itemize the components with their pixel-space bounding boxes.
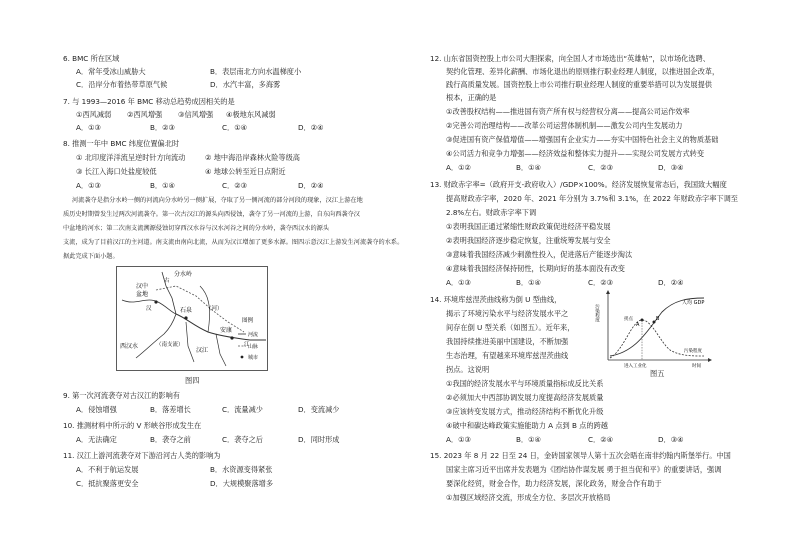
turning-point-label: 拐点 [624,317,633,322]
q12-option-d: D．③④ [658,163,684,172]
q7-option-a: A．①③ [76,123,101,132]
q7-option-c: C．①④ [222,123,248,132]
q14-stem-line: 揭示了环境污染水平与经济发展水平之 [446,309,569,318]
q8-option-c: C．②③ [222,181,248,190]
q13-item-4: ④意味着我国经济保持韧性，长期向好的基本面没有改变 [446,264,625,273]
q15-stem-line: 国家主席习近平出席并发表题为《团结协作谋发展 勇于担当促和平》的重要讲话，强调 [446,465,722,474]
q7-item-4: ④极地东风减弱 [226,110,276,119]
q14-option-d: D．③④ [658,435,684,444]
q10-option-b: B．袭夺之前 [150,435,191,444]
q12-option-b: B．①④ [516,163,542,172]
q14-stem-line: 我国持续推进美丽中国建设，不断加强 [446,337,569,346]
q13-option-b: B．①④ [516,278,542,287]
q8-option-d: D．②④ [298,181,324,190]
label-ankang: 安康 [220,327,233,334]
q13-stem-line: 2.8%左右。财政赤字率下调 [446,208,537,217]
q7-item-3: ③信风增强 [178,110,214,119]
stage-label: 进入工业化 [624,364,647,369]
q11-option-c: C．抵抗聚落更安全 [76,479,139,488]
q12-option-a: A．①② [446,163,471,172]
q7-option-b: B．②③ [150,123,176,132]
legend-city: 城市 [248,355,259,361]
q8-option-a: A．①③ [76,181,101,190]
q10-option-d: D．同时形成 [298,435,340,444]
x-axis-label: 时间 [692,364,701,369]
q8-item-3: ③ 长江入海口处盐度较低 [76,167,157,176]
q11-option-b: B．水资源变得紧张 [210,465,273,474]
city-hanzhong [154,300,157,303]
q12-item-3: ③促进国有资产保值增值——增强国有企业实力——夯实中国特色社会主义的物质基础 [446,135,719,144]
q9-stem: 9. 第一次河流袭夺对古汉江的影响有 [63,391,180,400]
q9-option-a: A．侵蚀增强 [76,405,117,414]
q15-item-1: ①加强区域经济交流，形成全方位、多层次开放格局 [446,493,611,502]
q14-stem-line: 间存在倒 U 型关系（如图五）。近年来， [446,323,575,332]
q6-stem: 6. BMC 所在区域 [63,54,120,63]
q13-stem-line: 13. 财政赤字率=（政府开支-政府收入）/GDP×100%。经济发展恢复常态后，我国致大幅度 [430,180,727,189]
label-heshui: （河） [206,306,223,312]
label-xihanshui: 西汉水 [120,343,139,350]
figure-5-caption: 图五 [650,369,665,378]
q7-option-d: D．②④ [298,123,324,132]
q14-item-1: ①我国的经济发展水平与环境质量指标成反比关系 [446,379,604,388]
q14-item-4: ④破中和碳达峰政策实施能助力 A 点到 B 点的跨越 [446,421,608,430]
q12-item-4: ④公司活力和竞争力增强——经济效益和整体实力提升——实现公司发展方式转变 [446,149,705,158]
city-shiquan [184,316,187,319]
legend-city-swatch [241,356,244,359]
q6-option-a: A．常年受冰山威胁大 [76,67,146,76]
q13-stem-line: 提高财政赤字率，2020 年、2021 年分别为 3.7%和 3.1%，在 2022 年财政赤字率下调至 [446,194,738,203]
figure-4-map [116,266,268,372]
label-shiquan: 石泉 [180,307,193,314]
q6-option-c: C．沿岸分布着热带草原气候 [76,80,168,89]
q14-item-2: ②必须加大中西部协调发展力度提高经济发展质量 [446,393,604,402]
q9-option-d: D．变流减少 [298,405,340,414]
q14-item-3: ③应该转变发展方式，推动经济结构不断优化升级 [446,407,604,416]
q11-option-a: A．不利于航运发展 [76,465,139,474]
q15-stem-line: 15. 2023 年 8 月 22 日至 24 日，金砖国家领导人第十五次会晤在南非约翰内斯堡举行。中国 [430,451,731,460]
q12-stem-line: 践行高质量发展。国资控股上市公司推行职业经理人制度的重要举措可以为发展提供 [446,80,712,89]
q12-option-c: C．②③ [588,163,614,172]
q6-option-d: D．水汽丰富，多海雾 [210,80,281,89]
label-nanzhiliu: （南支流） [156,342,184,348]
label-gu: 古 [164,278,170,284]
figure-4-caption: 图四 [185,376,200,385]
q12-stem-line: 契约化管理、差异化薪酬、市场化退出的原则推行职业经理人制度，以推进国企改革， [446,67,720,76]
label-hanzhong: 汉中 [136,283,149,290]
legend-title: 图例 [242,318,254,324]
x-axis-arrow [708,358,712,362]
q14-option-b: B．①④ [516,435,542,444]
q10-option-c: C．袭夺之后 [222,435,263,444]
q10-option-a: A．无法确定 [76,435,117,444]
q14-option-a: A．①③ [446,435,471,444]
point-a-label: A [636,322,640,328]
city-ankang [230,336,233,339]
passage-line: 河流袭夺是指分水岭一侧的河流向分水岭另一侧扩展，夺取了另一侧河流的部分河段的现象，汉江上游在地 [72,197,363,204]
q7-item-1: ①西风减弱 [76,110,112,119]
q13-option-a: A．①③ [446,278,471,287]
q7-item-2: ②西风增强 [127,110,163,119]
q13-item-2: ②表明我国经济逐步稳定恢复，注重统筹发展与安全 [446,236,611,245]
y-axis-label: 污染程度 [594,304,600,322]
q12-item-2: ②完善公司治理结构——改革公司运营体制机制——激发公司内生发展动力 [446,121,683,130]
q15-stem-line: 要深化经贸，财金合作，助力经济发展，深化政务，财金合作有助于 [446,479,662,488]
q11-stem: 11. 汉江上游河流袭夺对下游沿河古人类的影响为 [63,451,221,460]
label-hanjiang: 汉江 [196,347,209,354]
q8-option-b: B．①④ [150,181,176,190]
label-jiang: 汉 [146,306,152,312]
passage-line: 据此完成下面小题。 [63,253,119,260]
figure-5-kuznets-curve [596,290,714,368]
legend-river: 河流 [248,332,259,338]
q10-stem: 10. 推测材料中所示的 V 形峡谷形成发生在 [63,421,202,430]
q13-item-1: ①表明我国正通过紧缩性财政政策促进经济平稳发展 [446,222,611,231]
passage-line: 中盆地的河水；第二次南支流溯源侵蚀切穿西汉水谷与汉水河谷之间的分水岭，袭夺西汉水的源头 [63,225,330,232]
label-basin: 盆地 [136,291,149,298]
q14-option-c: C．②④ [588,435,614,444]
q9-option-c: C．流量减少 [222,405,263,414]
q13-option-c: C．②③ [588,278,614,287]
q12-stem-line: 根本，正确的是 [446,93,497,102]
label-fenshuiling: 分水岭 [174,271,193,278]
q13-item-3: ③意味着我国经济减少刺激性投入，促进落后产能逐步淘汰 [446,250,633,259]
q9-option-b: B．落差增长 [150,405,191,414]
q14-stem-line: 14. 环境库兹涅茨曲线称为倒 U 型曲线， [430,295,562,304]
q8-item-2: ② 地中海沿岸森林火险等级高 [205,153,300,162]
q7-stem: 7. 与 1993—2016 年 BMC 移动总趋势成因相关的是 [63,97,235,106]
q6-option-b: B．表层南北方向水温梯度小 [210,67,302,76]
q12-item-1: ①改善股权结构——推进国有资产所有权与经营权分离——提高公司运作效率 [446,107,690,116]
label-river-han: 江 [244,342,250,348]
q13-option-d: D．②④ [658,278,684,287]
q11-option-d: D．大规模聚落增多 [210,479,274,488]
y-axis-arrow [606,290,610,294]
passage-line: 支流，成为了目前汉江的主河道。南支流由南向北流，从而为汉江增加了更多水源。图四示意汉江上游发生河流袭夺的水系。 [63,239,404,246]
q14-stem-line: 生态治理，有望越来环境库兹涅茨曲线 [446,351,569,360]
q12-stem-line: 12. 山东省国资控股上市公司大胆探索，向全国人才市场选出“英雄帖”，以市场化选聘、 [430,54,710,63]
pollution-label: 污染程度 [684,349,702,354]
q8-item-4: ④ 地球公转至近日点附近 [205,167,286,176]
q8-item-1: ① 北印度洋洋流呈逆时针方向流动 [76,153,186,162]
passage-line: 质历史时期曾发生过两次河流袭夺。第一次古汉江的源头向西侵蚀，袭夺了另一河流的上游，自东向西袭夺汉 [63,211,360,218]
q14-stem-line: 拐点。这说明 [446,365,490,374]
gdp-curve [610,298,704,356]
per-gdp-label: 人均 GDP [682,300,705,306]
point-b-label: B [656,316,660,322]
q8-stem: 8. 推测一年中 BMC 纬度位置偏北时 [63,139,180,148]
legend-mountain: 山脉 [248,344,259,350]
